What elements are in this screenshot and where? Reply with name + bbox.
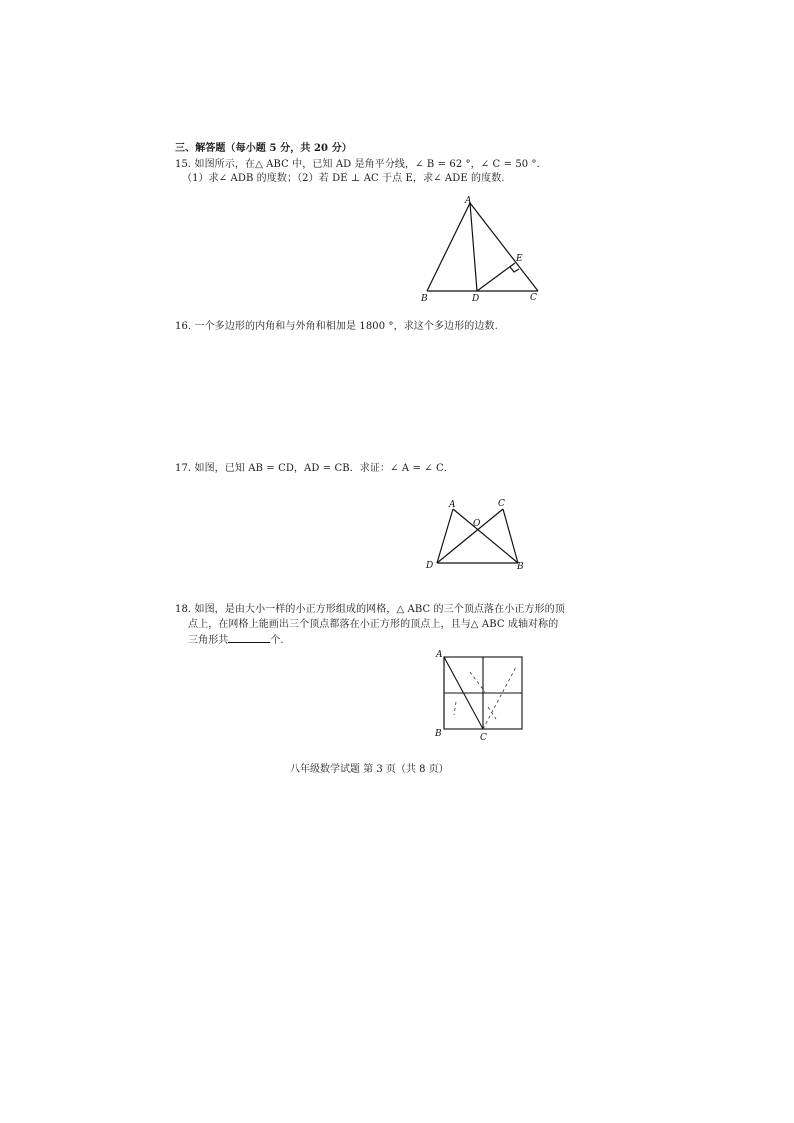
q15-line2: （1）求∠ ADB 的度数；（2）若 DE ⊥ AC 于点 E，求∠ ADE 的度数.: [182, 173, 505, 184]
q15-segment-ad: [470, 203, 477, 291]
q17-side-ad: [437, 509, 453, 563]
q17-label-c: C: [498, 499, 505, 509]
q18-line3-before: 三角形共: [188, 635, 229, 646]
q15-line1: 15. 如图所示，在△ ABC 中，已知 AD 是角平分线，∠ B = 62 °，∠ C = 50 °．: [175, 159, 547, 170]
q15-label-c: C: [530, 293, 537, 303]
q17-label-b: B: [517, 562, 524, 572]
q15-side-ab: [427, 203, 470, 291]
q17-label-d: D: [426, 561, 434, 571]
q15-figure-triangle: [415, 193, 550, 308]
q17-label-o: O: [473, 519, 481, 529]
q15-label-e: E: [516, 254, 523, 264]
q15-label-a: A: [465, 196, 472, 206]
q17-side-cb: [503, 509, 518, 563]
q16-line1: 16. 一个多边形的内角和与外角和相加是 1800 °，求这个多边形的边数.: [175, 321, 498, 332]
q18-sketch-line-3: [454, 702, 456, 715]
q15-label-d: D: [472, 294, 480, 304]
q18-figure-grid: [430, 647, 530, 742]
q18-line2: 点上，在网格上能画出三个顶点都落在小正方形的顶点上，且与△ ABC 成轴对称的: [188, 619, 559, 630]
q18-label-c: C: [480, 733, 487, 742]
q18-line3: [188, 633, 284, 647]
q17-figure-quadrilateral: [425, 495, 530, 575]
q15-side-ac: [470, 203, 538, 291]
q15-label-b: B: [421, 294, 428, 304]
q18-answer-blank: [228, 633, 270, 643]
q17-line1: 17. 如图，已知 AB = CD，AD = CB．求证：∠ A = ∠ C．: [175, 463, 454, 474]
q17-segment-ab: [453, 509, 518, 563]
q17-label-a: A: [449, 500, 456, 510]
q15-right-angle-mark: [510, 267, 519, 272]
q18-line3-after: 个.: [270, 635, 284, 646]
q17-segment-cd: [437, 509, 503, 563]
q18-line1: 18. 如图，是由大小一样的小正方形组成的网格，△ ABC 的三个顶点落在小正方形的顶: [175, 604, 565, 615]
q15-segment-de: [477, 263, 515, 291]
page-footer: 八年级数学试题 第 3 页（共 8 页）: [290, 764, 449, 775]
q18-sketch-line-1: [483, 667, 516, 729]
q18-label-b: B: [435, 729, 442, 739]
q18-label-a: A: [436, 650, 443, 660]
section-heading: 三、解答题（每小题 5 分，共 20 分）: [175, 143, 352, 154]
